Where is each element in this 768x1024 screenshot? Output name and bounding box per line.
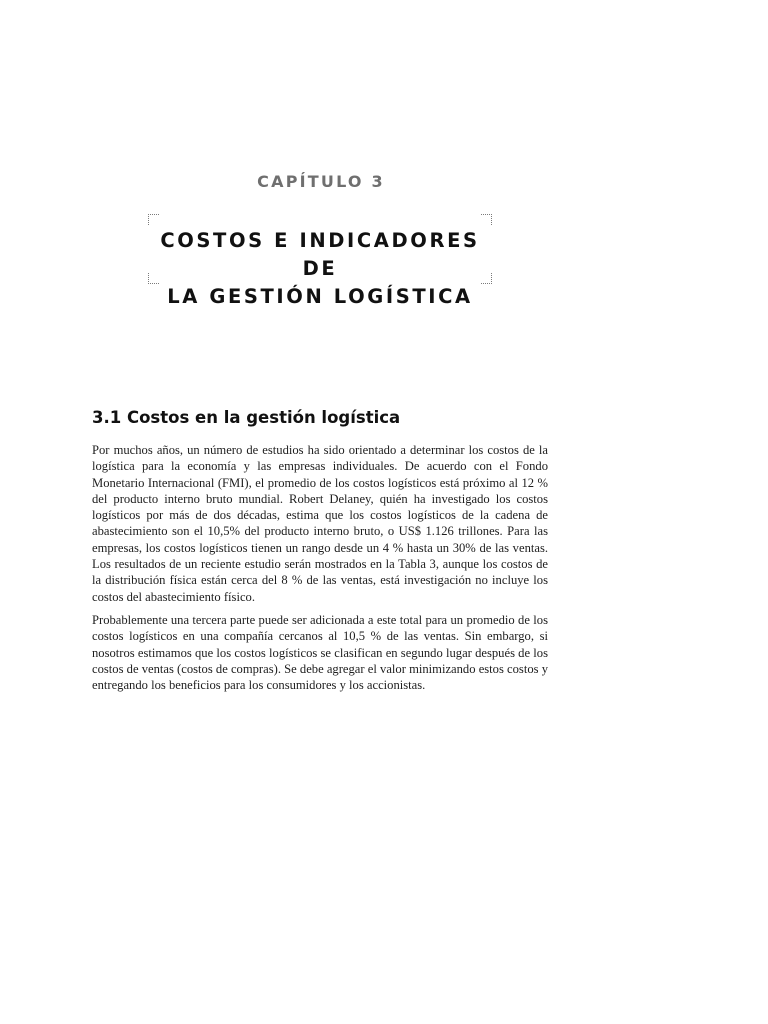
chapter-title-line-1: COSTOS E INDICADORES DE [160,229,480,280]
chapter-label: CAPÍTULO 3 [257,172,385,191]
body-paragraph-2: Probablemente una tercera parte puede ser adicionada a este total para un promedio de los costos logísticos en una compañía cercanos al 10,5 % de las ventas. Sin embargo, si nosotros estimamos que los costos logísticos se clasifican en segundo lugar después de los costos de ventas (costos de compras). Se debe agregar el valor minimizando estos costos y entregando los beneficios para los consumidores y los accionistas. [92,613,548,693]
chapter-title [148,227,492,311]
chapter-title-line-2: LA GESTIÓN LOGÍSTICA [167,285,473,308]
chapter-title-box [148,214,492,308]
section-heading: 3.1 Costos en la gestión logística [92,408,401,427]
corner-mark-top-right [481,214,492,225]
corner-mark-top-left [148,214,159,225]
body-paragraph-1: Por muchos años, un número de estudios ha sido orientado a determinar los costos de la logística para la economía y las empresas individuales. De acuerdo con el Fondo Monetario Internacional (FMI), el promedio de los costos logísticos está próximo al 12 % del producto interno bruto mundial. Robert Delaney, quién ha investigado los costos logísticos por más de dos décadas, estima que los costos logísticos de la cadena de abastecimiento son el 10,5% del producto interno bruto, o US$ 1.126 trillones. Para las empresas, los costos logísticos tienen un rango desde un 4 % hasta un 30% de las ventas. Los resultados de un reciente estudio serán mostrados en la Tabla 3, aunque los costos de la distribución física están cerca del 8 % de las ventas, está investigación no incluye los costos del abastecimiento físico. [92,443,548,604]
